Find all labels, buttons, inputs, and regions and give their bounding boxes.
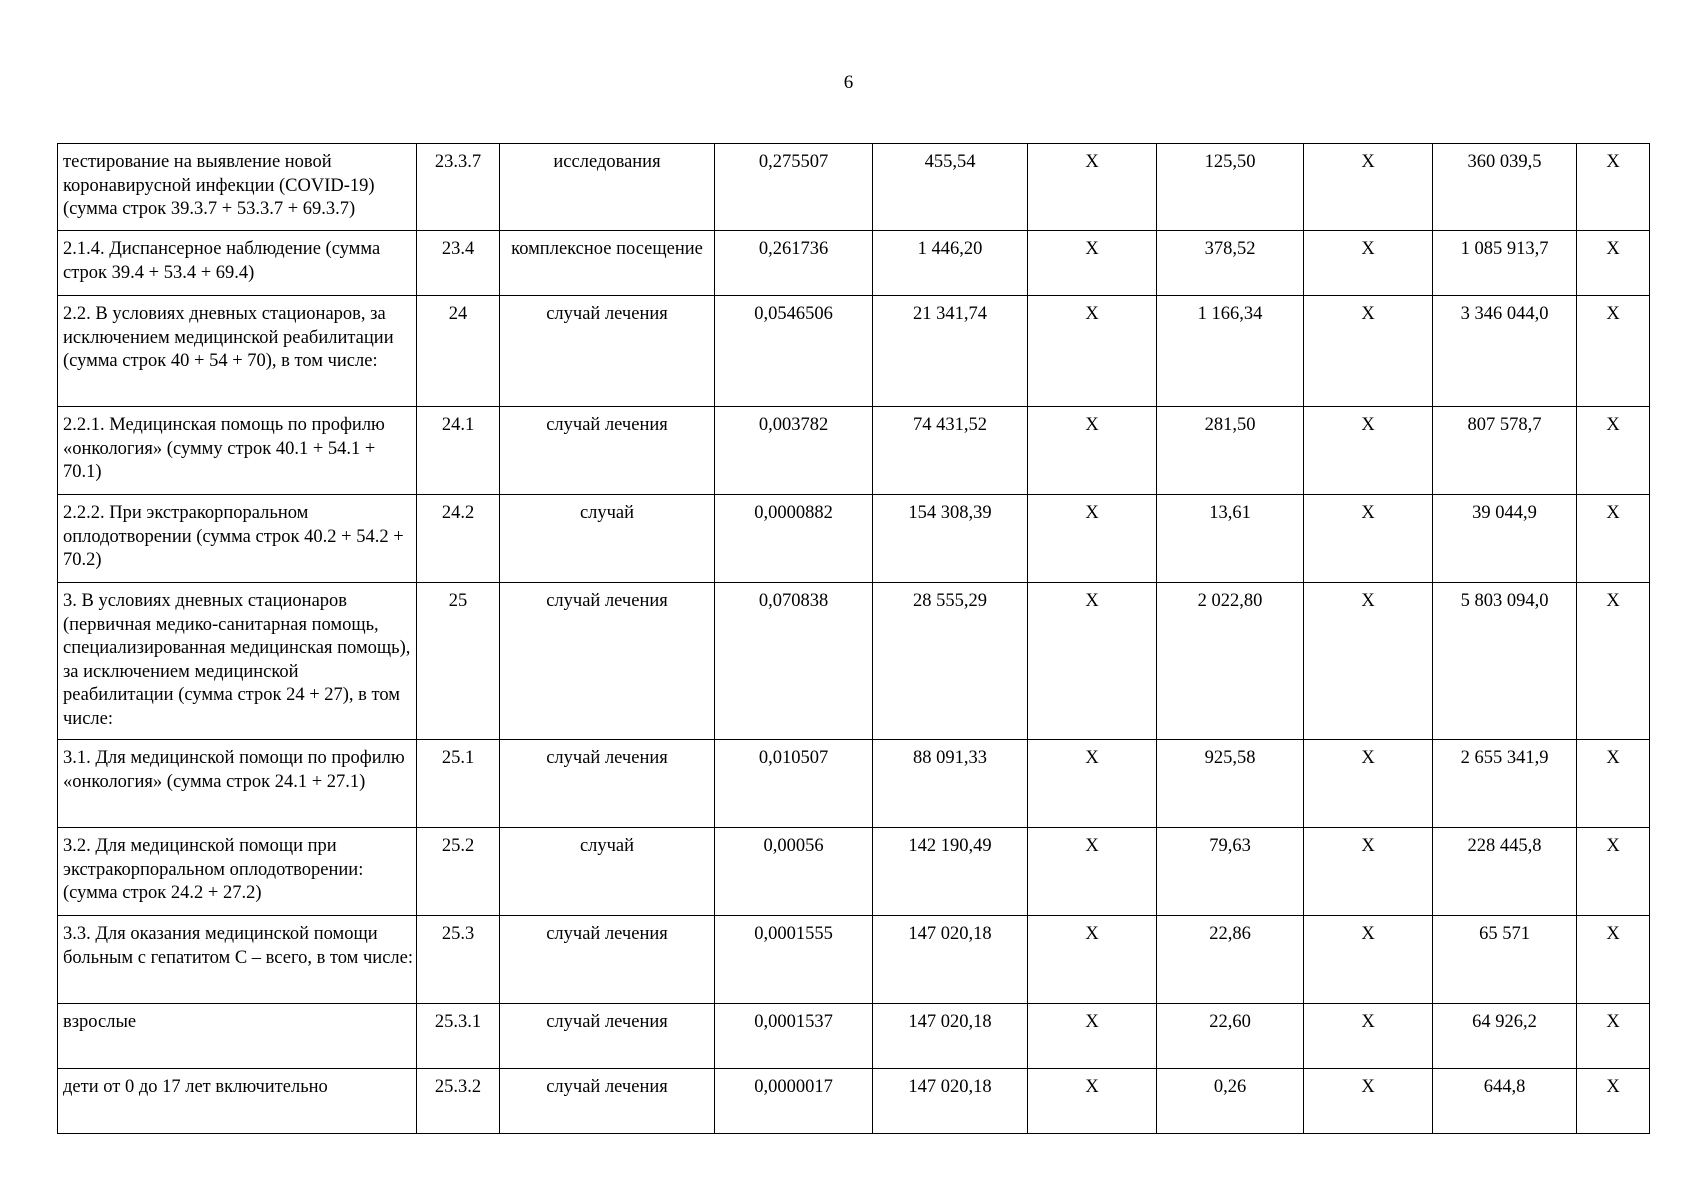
cell-col9: 64 926,2 — [1433, 1004, 1577, 1069]
cell-col10: Х — [1577, 828, 1650, 916]
cell-cost: 142 190,49 — [873, 828, 1028, 916]
cell-volume: 0,010507 — [715, 740, 873, 828]
data-table — [57, 143, 1650, 1134]
cell-row-code: 24 — [417, 296, 500, 407]
cell-row-code: 23.4 — [417, 231, 500, 296]
cell-volume: 0,261736 — [715, 231, 873, 296]
cell-col7: 22,86 — [1157, 916, 1304, 1004]
table-row — [58, 1004, 1650, 1069]
cell-unit: случай лечения — [500, 1069, 715, 1134]
cell-name: тестирование на выявление новой коронавирусной инфекции (COVID-19) (сумма строк 39.3.7 + 53.3.7 + 69.3.7) — [58, 144, 417, 231]
cell-cost: 1 446,20 — [873, 231, 1028, 296]
cell-col6: Х — [1028, 495, 1157, 583]
cell-cost: 28 555,29 — [873, 583, 1028, 740]
cell-col9: 807 578,7 — [1433, 407, 1577, 495]
cell-col8: Х — [1304, 407, 1433, 495]
cell-col8: Х — [1304, 1004, 1433, 1069]
cell-unit: случай лечения — [500, 740, 715, 828]
cell-col7: 13,61 — [1157, 495, 1304, 583]
cell-unit: исследования — [500, 144, 715, 231]
cell-unit: случай лечения — [500, 583, 715, 740]
cell-col7: 1 166,34 — [1157, 296, 1304, 407]
cell-col9: 360 039,5 — [1433, 144, 1577, 231]
cell-col6: Х — [1028, 828, 1157, 916]
cell-unit: случай — [500, 495, 715, 583]
cell-row-code: 23.3.7 — [417, 144, 500, 231]
cell-cost: 147 020,18 — [873, 916, 1028, 1004]
cell-col8: Х — [1304, 583, 1433, 740]
cell-col8: Х — [1304, 740, 1433, 828]
cell-volume: 0,070838 — [715, 583, 873, 740]
cell-volume: 0,00056 — [715, 828, 873, 916]
cell-col8: Х — [1304, 495, 1433, 583]
table-row — [58, 1069, 1650, 1134]
table-row — [58, 296, 1650, 407]
cell-volume: 0,0001537 — [715, 1004, 873, 1069]
cell-cost: 74 431,52 — [873, 407, 1028, 495]
page-number: 6 — [843, 72, 854, 93]
cell-col8: Х — [1304, 144, 1433, 231]
cell-unit: случай лечения — [500, 296, 715, 407]
cell-row-code: 25.1 — [417, 740, 500, 828]
cell-name: 3.1. Для медицинской помощи по профилю «онкология» (сумма строк 24.1 + 27.1) — [58, 740, 417, 828]
cell-cost: 154 308,39 — [873, 495, 1028, 583]
cell-volume: 0,0546506 — [715, 296, 873, 407]
cell-col7: 0,26 — [1157, 1069, 1304, 1134]
cell-name: 2.2. В условиях дневных стационаров, за исключением медицинской реабилитации (сумма строк 40 + 54 + 70), в том числе: — [58, 296, 417, 407]
cell-col6: Х — [1028, 583, 1157, 740]
cell-col6: Х — [1028, 916, 1157, 1004]
cell-name: 2.1.4. Диспансерное наблюдение (сумма строк 39.4 + 53.4 + 69.4) — [58, 231, 417, 296]
cell-col6: Х — [1028, 740, 1157, 828]
cell-col7: 925,58 — [1157, 740, 1304, 828]
cell-name: 2.2.2. При экстракорпоральном оплодотворении (сумма строк 40.2 + 54.2 + 70.2) — [58, 495, 417, 583]
table-row — [58, 231, 1650, 296]
table-row — [58, 740, 1650, 828]
cell-col10: Х — [1577, 916, 1650, 1004]
cell-unit: случай лечения — [500, 916, 715, 1004]
cell-col9: 39 044,9 — [1433, 495, 1577, 583]
cell-col9: 1 085 913,7 — [1433, 231, 1577, 296]
cell-col10: Х — [1577, 407, 1650, 495]
table-row — [58, 583, 1650, 740]
cell-unit: случай лечения — [500, 407, 715, 495]
cell-row-code: 24.1 — [417, 407, 500, 495]
cell-col8: Х — [1304, 296, 1433, 407]
cell-cost: 147 020,18 — [873, 1069, 1028, 1134]
cell-unit: комплексное посещение — [500, 231, 715, 296]
cell-row-code: 24.2 — [417, 495, 500, 583]
table-body — [58, 144, 1650, 1134]
cell-name: взрослые — [58, 1004, 417, 1069]
cell-cost: 455,54 — [873, 144, 1028, 231]
cell-volume: 0,0001555 — [715, 916, 873, 1004]
cell-col10: Х — [1577, 583, 1650, 740]
cell-cost: 147 020,18 — [873, 1004, 1028, 1069]
cell-row-code: 25 — [417, 583, 500, 740]
cell-col9: 3 346 044,0 — [1433, 296, 1577, 407]
cell-col10: Х — [1577, 296, 1650, 407]
cell-row-code: 25.3.2 — [417, 1069, 500, 1134]
cell-col9: 228 445,8 — [1433, 828, 1577, 916]
cell-col8: Х — [1304, 916, 1433, 1004]
cell-name: дети от 0 до 17 лет включительно — [58, 1069, 417, 1134]
cell-col9: 644,8 — [1433, 1069, 1577, 1134]
cell-col6: Х — [1028, 1069, 1157, 1134]
cell-col6: Х — [1028, 407, 1157, 495]
table-row — [58, 828, 1650, 916]
cell-cost: 21 341,74 — [873, 296, 1028, 407]
table-row — [58, 407, 1650, 495]
cell-col9: 2 655 341,9 — [1433, 740, 1577, 828]
cell-col6: Х — [1028, 231, 1157, 296]
cell-col8: Х — [1304, 1069, 1433, 1134]
table-row — [58, 144, 1650, 231]
cell-col10: Х — [1577, 740, 1650, 828]
cell-col7: 22,60 — [1157, 1004, 1304, 1069]
cell-col7: 378,52 — [1157, 231, 1304, 296]
cell-col10: Х — [1577, 495, 1650, 583]
cell-col10: Х — [1577, 231, 1650, 296]
table-row — [58, 495, 1650, 583]
cell-col9: 5 803 094,0 — [1433, 583, 1577, 740]
table-row — [58, 916, 1650, 1004]
cell-col10: Х — [1577, 1069, 1650, 1134]
cell-row-code: 25.3.1 — [417, 1004, 500, 1069]
cell-volume: 0,003782 — [715, 407, 873, 495]
cell-col6: Х — [1028, 144, 1157, 231]
cell-name: 3. В условиях дневных стационаров (первичная медико-санитарная помощь, специализированная медицинская помощь), за исключением медицинской реабилитации (сумма строк 24 + 27), в том числе: — [58, 583, 417, 740]
cell-cost: 88 091,33 — [873, 740, 1028, 828]
cell-col6: Х — [1028, 296, 1157, 407]
cell-col7: 281,50 — [1157, 407, 1304, 495]
cell-col7: 79,63 — [1157, 828, 1304, 916]
cell-name: 3.3. Для оказания медицинской помощи больным с гепатитом С – всего, в том числе: — [58, 916, 417, 1004]
cell-unit: случай — [500, 828, 715, 916]
cell-unit: случай лечения — [500, 1004, 715, 1069]
cell-col8: Х — [1304, 828, 1433, 916]
cell-name: 2.2.1. Медицинская помощь по профилю «онкология» (сумму строк 40.1 + 54.1 + 70.1) — [58, 407, 417, 495]
cell-col8: Х — [1304, 231, 1433, 296]
cell-volume: 0,275507 — [715, 144, 873, 231]
cell-name: 3.2. Для медицинской помощи при экстракорпоральном оплодотворении: (сумма строк 24.2 + 27.2) — [58, 828, 417, 916]
cell-col7: 125,50 — [1157, 144, 1304, 231]
cell-col10: Х — [1577, 1004, 1650, 1069]
cell-col6: Х — [1028, 1004, 1157, 1069]
cell-col7: 2 022,80 — [1157, 583, 1304, 740]
cell-volume: 0,0000882 — [715, 495, 873, 583]
cell-col9: 65 571 — [1433, 916, 1577, 1004]
cell-row-code: 25.3 — [417, 916, 500, 1004]
cell-row-code: 25.2 — [417, 828, 500, 916]
cell-volume: 0,0000017 — [715, 1069, 873, 1134]
cell-col10: Х — [1577, 144, 1650, 231]
